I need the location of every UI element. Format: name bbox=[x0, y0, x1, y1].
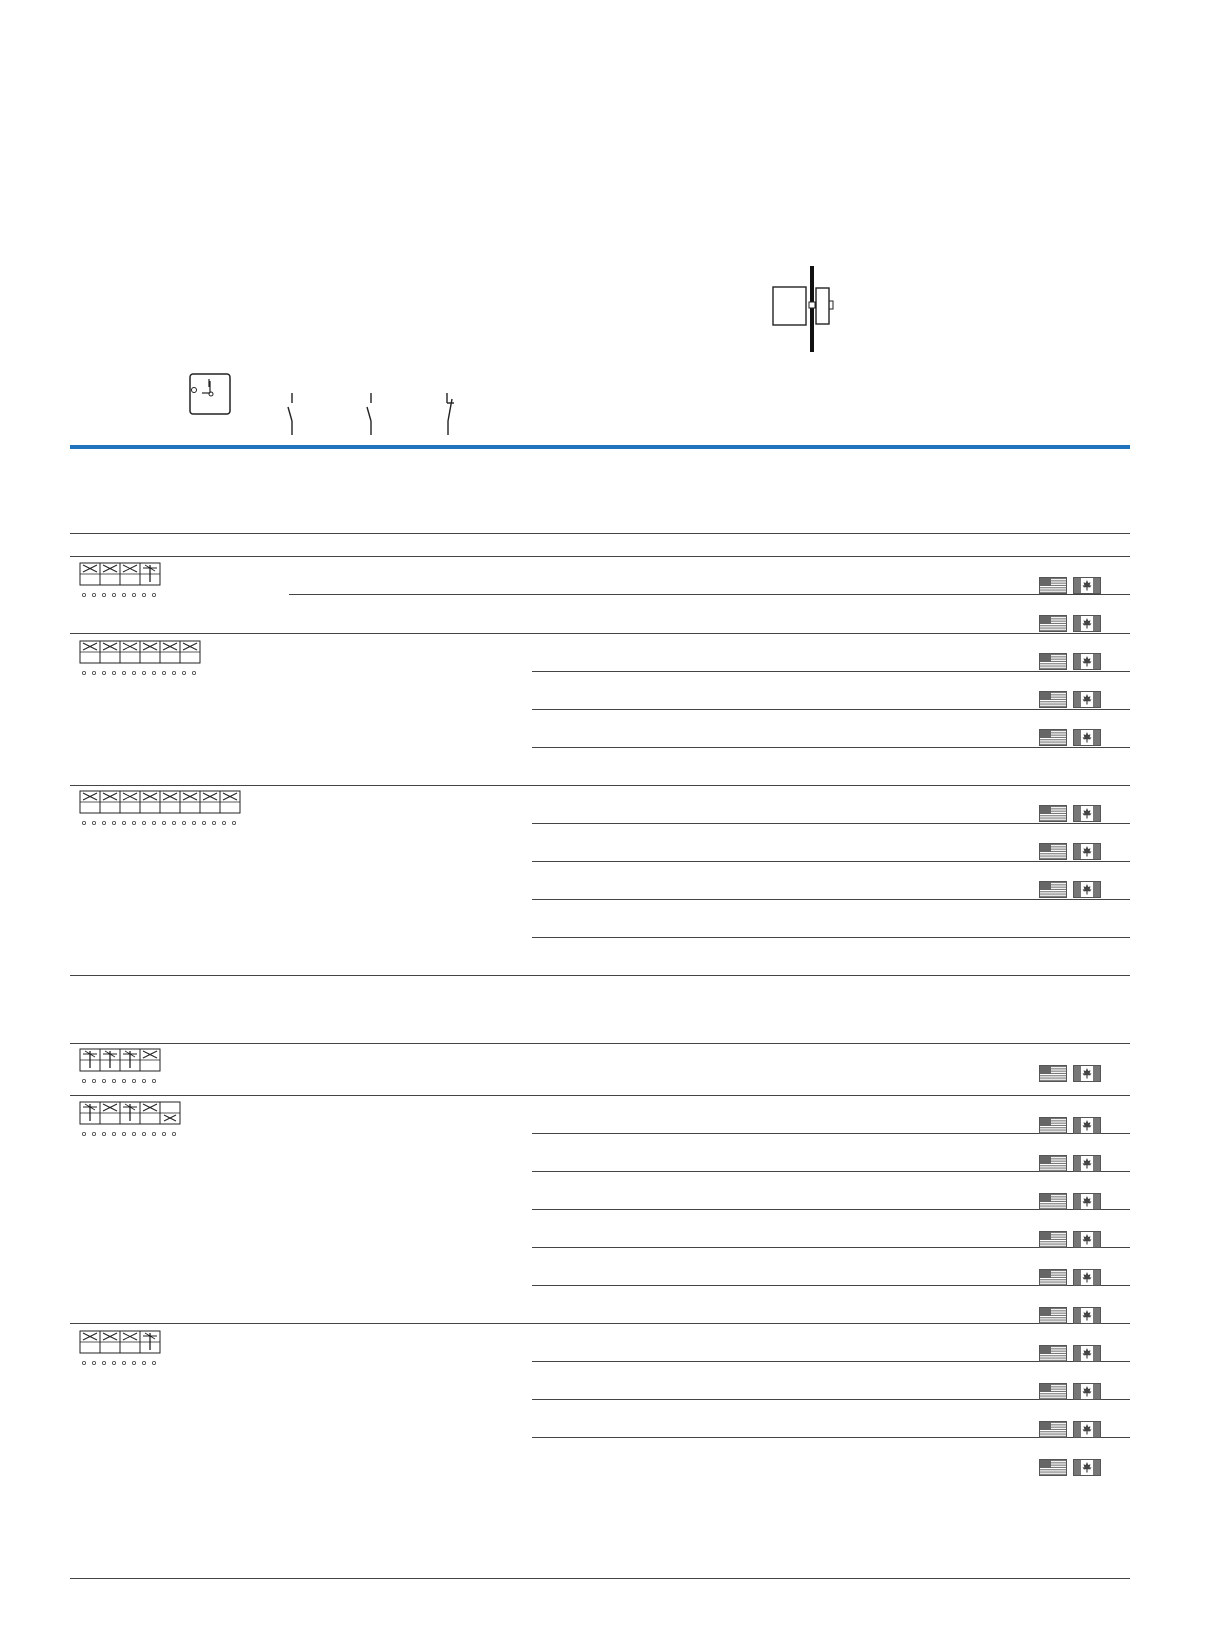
canada-flag-icon bbox=[1073, 1065, 1101, 1082]
group-rule bbox=[70, 633, 1130, 634]
canada-flag-icon bbox=[1073, 577, 1101, 594]
panel-mounting-icon bbox=[770, 266, 840, 352]
canada-flag-icon bbox=[1073, 1193, 1101, 1210]
certification-flags bbox=[1039, 653, 1101, 671]
canada-flag-icon bbox=[1073, 1117, 1101, 1134]
us-flag-icon bbox=[1039, 1307, 1067, 1324]
canada-flag-icon bbox=[1073, 805, 1101, 822]
certification-flags bbox=[1039, 805, 1101, 823]
group-rule bbox=[70, 1323, 1130, 1324]
row-rule bbox=[532, 671, 1130, 672]
certification-flags bbox=[1039, 881, 1101, 899]
contact-diagram-4x bbox=[79, 562, 167, 602]
contact-diagram-4x-c bbox=[79, 1330, 167, 1370]
table-header-rule bbox=[70, 533, 1130, 534]
canada-flag-icon bbox=[1073, 1231, 1101, 1248]
us-flag-icon bbox=[1039, 1117, 1067, 1134]
row-rule bbox=[532, 823, 1130, 824]
rotary-switch-symbol-icon bbox=[189, 373, 231, 415]
contact-no-icon bbox=[364, 393, 378, 435]
us-flag-icon bbox=[1039, 1421, 1067, 1438]
certification-flags bbox=[1039, 1459, 1101, 1477]
canada-flag-icon bbox=[1073, 1459, 1101, 1476]
certification-flags bbox=[1039, 615, 1101, 633]
canada-flag-icon bbox=[1073, 1383, 1101, 1400]
certification-flags bbox=[1039, 577, 1101, 595]
certification-flags bbox=[1039, 1421, 1101, 1439]
certification-flags bbox=[1039, 1155, 1101, 1173]
us-flag-icon bbox=[1039, 691, 1067, 708]
contact-nc-icon bbox=[442, 393, 460, 435]
contact-diagram-4x-b bbox=[79, 1048, 167, 1088]
canada-flag-icon bbox=[1073, 615, 1101, 632]
certification-flags bbox=[1039, 1269, 1101, 1287]
certification-flags bbox=[1039, 1231, 1101, 1249]
us-flag-icon bbox=[1039, 1065, 1067, 1082]
us-flag-icon bbox=[1039, 1383, 1067, 1400]
certification-flags bbox=[1039, 729, 1101, 747]
canada-flag-icon bbox=[1073, 691, 1101, 708]
us-flag-icon bbox=[1039, 1231, 1067, 1248]
canada-flag-icon bbox=[1073, 1421, 1101, 1438]
canada-flag-icon bbox=[1073, 881, 1101, 898]
us-flag-icon bbox=[1039, 729, 1067, 746]
row-rule bbox=[532, 937, 1130, 938]
row-rule bbox=[532, 709, 1130, 710]
row-rule bbox=[532, 861, 1130, 862]
table-bottom-rule bbox=[70, 1578, 1130, 1579]
contact-diagram-5x bbox=[79, 1101, 187, 1141]
group-rule bbox=[70, 785, 1130, 786]
us-flag-icon bbox=[1039, 805, 1067, 822]
us-flag-icon bbox=[1039, 577, 1067, 594]
certification-flags bbox=[1039, 1193, 1101, 1211]
canada-flag-icon bbox=[1073, 1269, 1101, 1286]
us-flag-icon bbox=[1039, 881, 1067, 898]
group-rule bbox=[70, 1095, 1130, 1096]
section-b-top-rule bbox=[70, 1043, 1130, 1044]
certification-flags bbox=[1039, 1307, 1101, 1325]
contact-diagram-8x bbox=[79, 790, 247, 830]
canada-flag-icon bbox=[1073, 1155, 1101, 1172]
certification-flags bbox=[1039, 1117, 1101, 1135]
section-a-top-rule bbox=[70, 556, 1130, 557]
certification-flags bbox=[1039, 1345, 1101, 1363]
certification-flags bbox=[1039, 843, 1101, 861]
certification-flags bbox=[1039, 691, 1101, 709]
certification-flags bbox=[1039, 1065, 1101, 1083]
canada-flag-icon bbox=[1073, 653, 1101, 670]
row-rule bbox=[289, 594, 1130, 595]
contact-diagram-6x bbox=[79, 640, 207, 680]
us-flag-icon bbox=[1039, 1155, 1067, 1172]
canada-flag-icon bbox=[1073, 729, 1101, 746]
us-flag-icon bbox=[1039, 653, 1067, 670]
canada-flag-icon bbox=[1073, 843, 1101, 860]
us-flag-icon bbox=[1039, 1459, 1067, 1476]
canada-flag-icon bbox=[1073, 1345, 1101, 1362]
canada-flag-icon bbox=[1073, 1307, 1101, 1324]
us-flag-icon bbox=[1039, 1193, 1067, 1210]
row-rule bbox=[532, 747, 1130, 748]
us-flag-icon bbox=[1039, 1345, 1067, 1362]
us-flag-icon bbox=[1039, 1269, 1067, 1286]
us-flag-icon bbox=[1039, 615, 1067, 632]
section-rule bbox=[70, 975, 1130, 976]
us-flag-icon bbox=[1039, 843, 1067, 860]
row-rule bbox=[532, 899, 1130, 900]
contact-no-icon bbox=[285, 393, 299, 435]
certification-flags bbox=[1039, 1383, 1101, 1401]
accent-rule bbox=[70, 445, 1130, 449]
